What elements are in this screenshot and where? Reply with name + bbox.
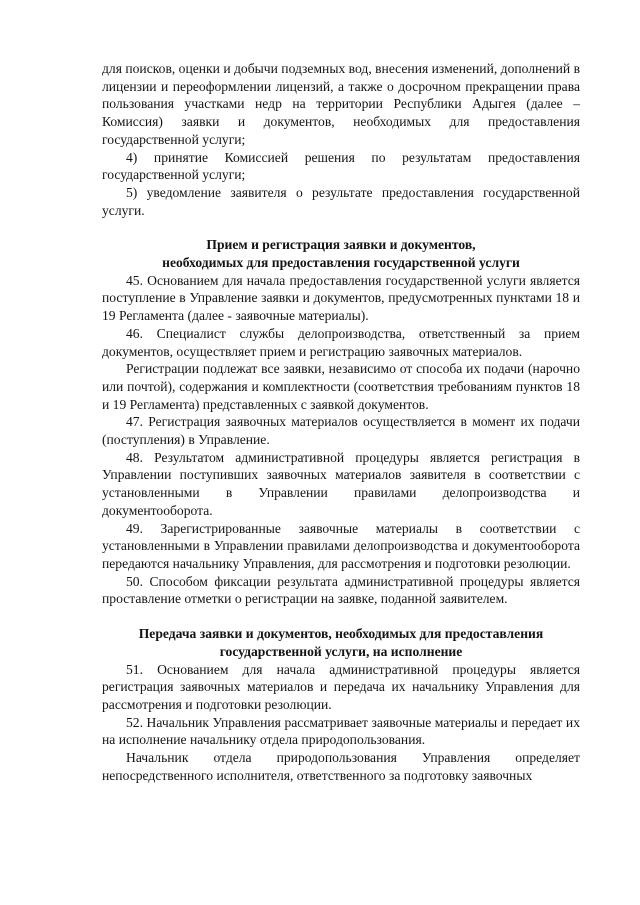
paragraph-registration: Регистрации подлежат все заявки, независимо от способа их подачи (нарочно или почтой), содержания и комплектности (соответствия требованиям пунктов 18 и 19 Регламента) представленных с заявкой документов. <box>102 361 580 412</box>
paragraph-46: 46. Специалист службы делопроизводства, ответственный за прием документов, осуществляет прием и регистрацию заявочных материалов. <box>102 325 580 359</box>
section-2-heading-line-2: государственной услуги, на исполнение <box>219 643 463 659</box>
intro-paragraph-3: 5) уведомление заявителя о результате предоставления государственной услуги. <box>102 184 580 218</box>
section-2-heading <box>102 625 580 660</box>
document-page <box>102 60 580 784</box>
intro-paragraph-2: 4) принятие Комиссией решения по результатам предоставления государственной услуги; <box>102 149 580 183</box>
intro-paragraph-1: для поисков, оценки и добычи подземных вод, внесения изменений, дополнений в лицензии и переоформлении лицензий, а также о досрочном прекращении права пользования участками недр на территории Республики Адыгея (далее – Комиссия) заявки и документов, необходимых для предоставления государственной услуги; <box>102 61 580 147</box>
paragraph-52: 52. Начальник Управления рассматривает заявочные материалы и передает их на исполнение начальнику отдела природопользования. <box>102 714 580 748</box>
paragraph-47: 47. Регистрация заявочных материалов осуществляется в момент их подачи (поступления) в Управление. <box>102 414 580 448</box>
paragraph-50: 50. Способом фиксации результата административной процедуры является проставление отметки о регистрации на заявке, поданной заявителем. <box>102 573 580 607</box>
paragraph-48: 48. Результатом административной процедуры является регистрация в Управлении поступивших заявочных материалов заявителя в соответствии с установленными в Управлении правилами делопроизводства и документооборота. <box>102 449 580 518</box>
paragraph-executor: Начальник отдела природопользования Управления определяет непосредственного исполнителя, ответственного за подготовку заявочных <box>102 750 580 783</box>
section-1-heading <box>102 236 580 271</box>
section-2-heading-line-1: Передача заявки и документов, необходимых для предоставления <box>138 626 544 642</box>
paragraph-45: 45. Основанием для начала предоставления государственной услуги является поступление в Управление заявки и документов, предусмотренных пунктами 18 и 19 Регламента (далее - заявочные материалы). <box>102 272 580 324</box>
paragraph-49: 49. Зарегистрированные заявочные материалы в соответствии с установленными в Управлении правилами делопроизводства и документооборота передаются начальнику Управления, для рассмотрения и подготовки резолюции. <box>102 520 580 571</box>
paragraph-51: 51. Основанием для начала административной процедуры является регистрация заявочных материалов и передача их начальнику Управления для рассмотрения и подготовки резолюции. <box>102 661 580 712</box>
section-1-heading-line-1: Прием и регистрация заявки и документов, <box>206 237 476 253</box>
section-1-heading-line-2: необходимых для предоставления государственной услуги <box>162 255 520 271</box>
